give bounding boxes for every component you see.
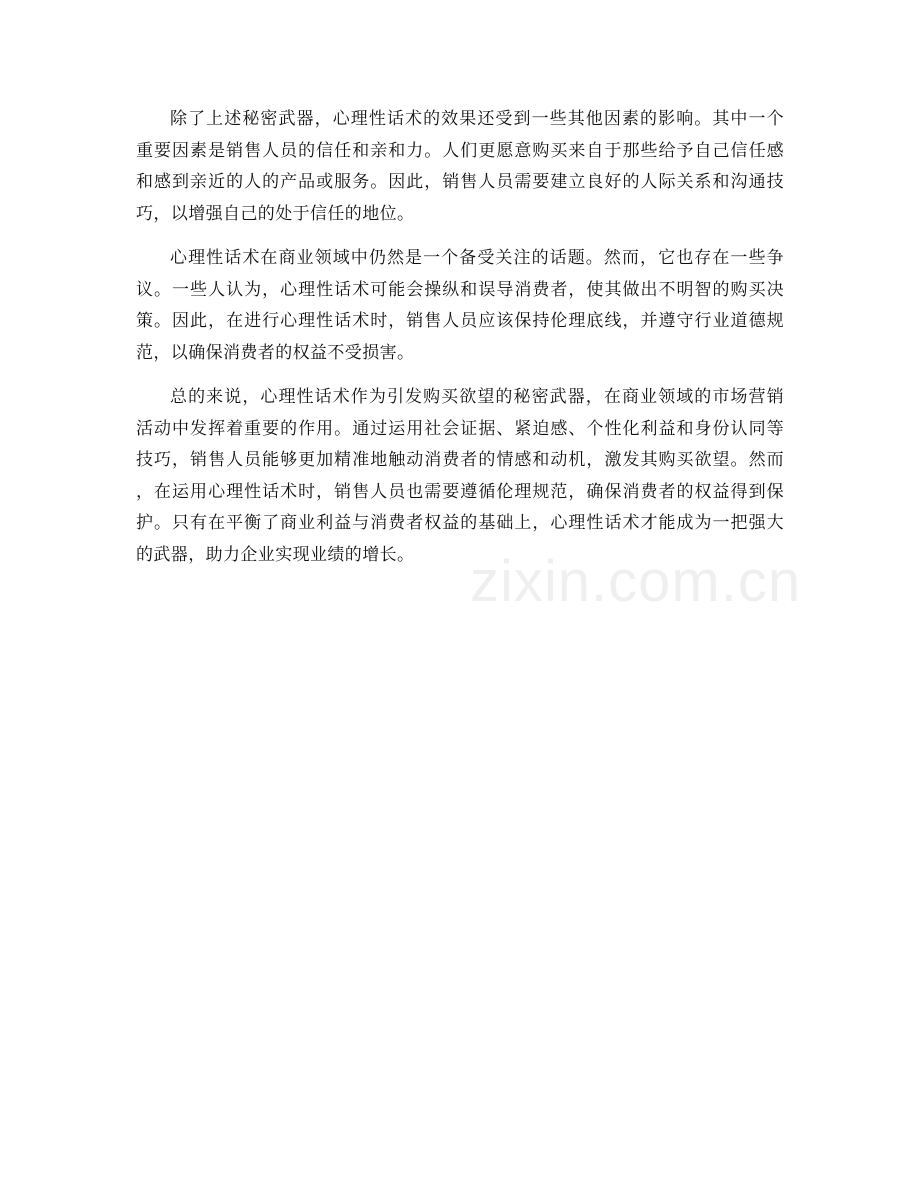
paragraph-line: 护。只有在平衡了商业利益与消费者权益的基础上，心理性话术才能成为一把强大 xyxy=(136,513,784,533)
paragraph-line: 的武器，助力企业实现业绩的增长。 xyxy=(136,544,415,565)
paragraph-1 xyxy=(136,104,784,230)
paragraph-line: 总的来说，心理性话术作为引发购买欲望的秘密武器，在商业领域的市场营销 xyxy=(170,387,784,407)
paragraph-line: ，在运用心理性话术时，销售人员也需要遵循伦理规范，确保消费者的权益得到保 xyxy=(136,481,784,502)
paragraph-line: 活动中发挥着重要的作用。通过运用社会证据、紧迫感、个性化利益和身份认同等 xyxy=(136,418,784,439)
paragraph-line: 和感到亲近的人的产品或服务。因此，销售人员需要建立良好的人际关系和沟通技 xyxy=(136,172,784,192)
paragraph-line: 范，以确保消费者的权益不受损害。 xyxy=(136,342,415,363)
watermark: zixin.com.cn xyxy=(470,549,802,614)
paragraph-line: 重要因素是销售人员的信任和亲和力。人们更愿意购买来自于那些给予自己信任感 xyxy=(136,140,784,161)
paragraph-line: 巧，以增强自己的处于信任的地位。 xyxy=(136,203,415,224)
paragraph-line: 除了上述秘密武器，心理性话术的效果还受到一些其他因素的影响。其中一个 xyxy=(170,109,784,129)
paragraph-line: 心理性话术在商业领域中仍然是一个备受关注的话题。然而，它也存在一些争 xyxy=(170,248,784,268)
paragraph-3 xyxy=(136,382,784,571)
paragraph-2 xyxy=(136,243,784,369)
paragraph-line: 议。一些人认为，心理性话术可能会操纵和误导消费者，使其做出不明智的购买决 xyxy=(136,279,784,300)
document-body xyxy=(136,104,784,584)
paragraph-line: 技巧，销售人员能够更加精准地触动消费者的情感和动机，激发其购买欲望。然而 xyxy=(136,450,784,470)
paragraph-line: 策。因此，在进行心理性话术时，销售人员应该保持伦理底线，并遵守行业道德规 xyxy=(136,311,784,331)
